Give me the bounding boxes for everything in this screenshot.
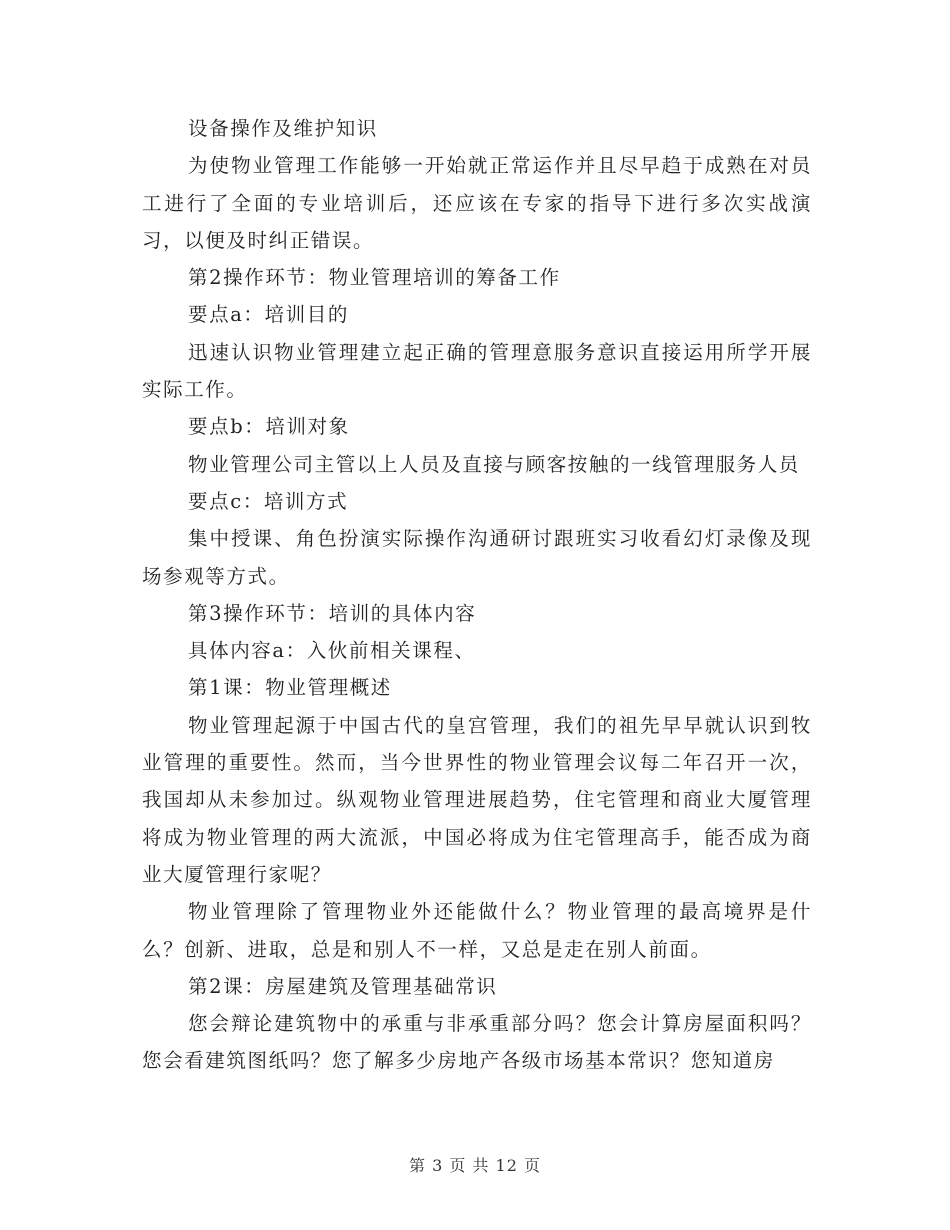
paragraph: 为使物业管理工作能够一开始就正常运作并且尽早趋于成熟在对员工进行了全面的专业培训后，还应该在专家的指导下进行多次实战演习，以便及时纠正错误。 (142, 154, 812, 252)
page-footer (0, 1153, 950, 1176)
section-heading-step-3: 第3操作环节：培训的具体内容 (188, 601, 477, 625)
lesson-heading-2: 第2课：房屋建筑及管理基础常识 (188, 974, 498, 998)
lesson-heading-1: 第1课：物业管理概述 (188, 676, 392, 700)
paragraph: 集中授课、角色扮演实际操作沟通研讨跟班实习收看幻灯录像及现场参观等方式。 (142, 527, 812, 588)
section-heading-step-2: 第2操作环节：物业管理培训的筹备工作 (188, 266, 561, 290)
document-body (142, 110, 812, 1080)
paragraph: 您会辩论建筑物中的承重与非承重部分吗？您会计算房屋面积吗？您会看建筑图纸吗？您了解多少房地产各级市场基本常识？您知道房 (142, 1012, 812, 1073)
paragraph: 物业管理起源于中国古代的皇宫管理，我们的祖先早早就认识到牧业管理的重要性。然而，当今世界性的物业管理会议每二年召开一次，我国却从未参加过。纵观物业管理进展趋势，住宅管理和商业大厦管理将成为物业管理的两大流派，中国必将成为住宅管理高手，能否成为商业大厦管理行家呢？ (142, 713, 812, 886)
paragraph: 物业管理公司主管以上人员及直接与顾客按触的一线管理服务人员 (188, 452, 800, 476)
point-heading-c: 要点c：培训方式 (188, 489, 349, 513)
page-number: 第 3 页 共 12 页 (409, 1156, 541, 1175)
paragraph-heading-equipment: 设备操作及维护知识 (188, 117, 378, 140)
point-heading-b: 要点b：培训对象 (188, 415, 350, 439)
paragraph: 物业管理除了管理物业外还能做什么？物业管理的最高境界是什么？创新、进取，总是和别人不一样，又总是走在别人前面。 (142, 900, 812, 961)
paragraph: 迅速认识物业管理建立起正确的管理意服务意识直接运用所学开展实际工作。 (142, 340, 812, 402)
point-heading-a: 要点a：培训目的 (188, 303, 349, 327)
content-heading-a: 具体内容a：入伙前相关课程、 (188, 639, 476, 663)
